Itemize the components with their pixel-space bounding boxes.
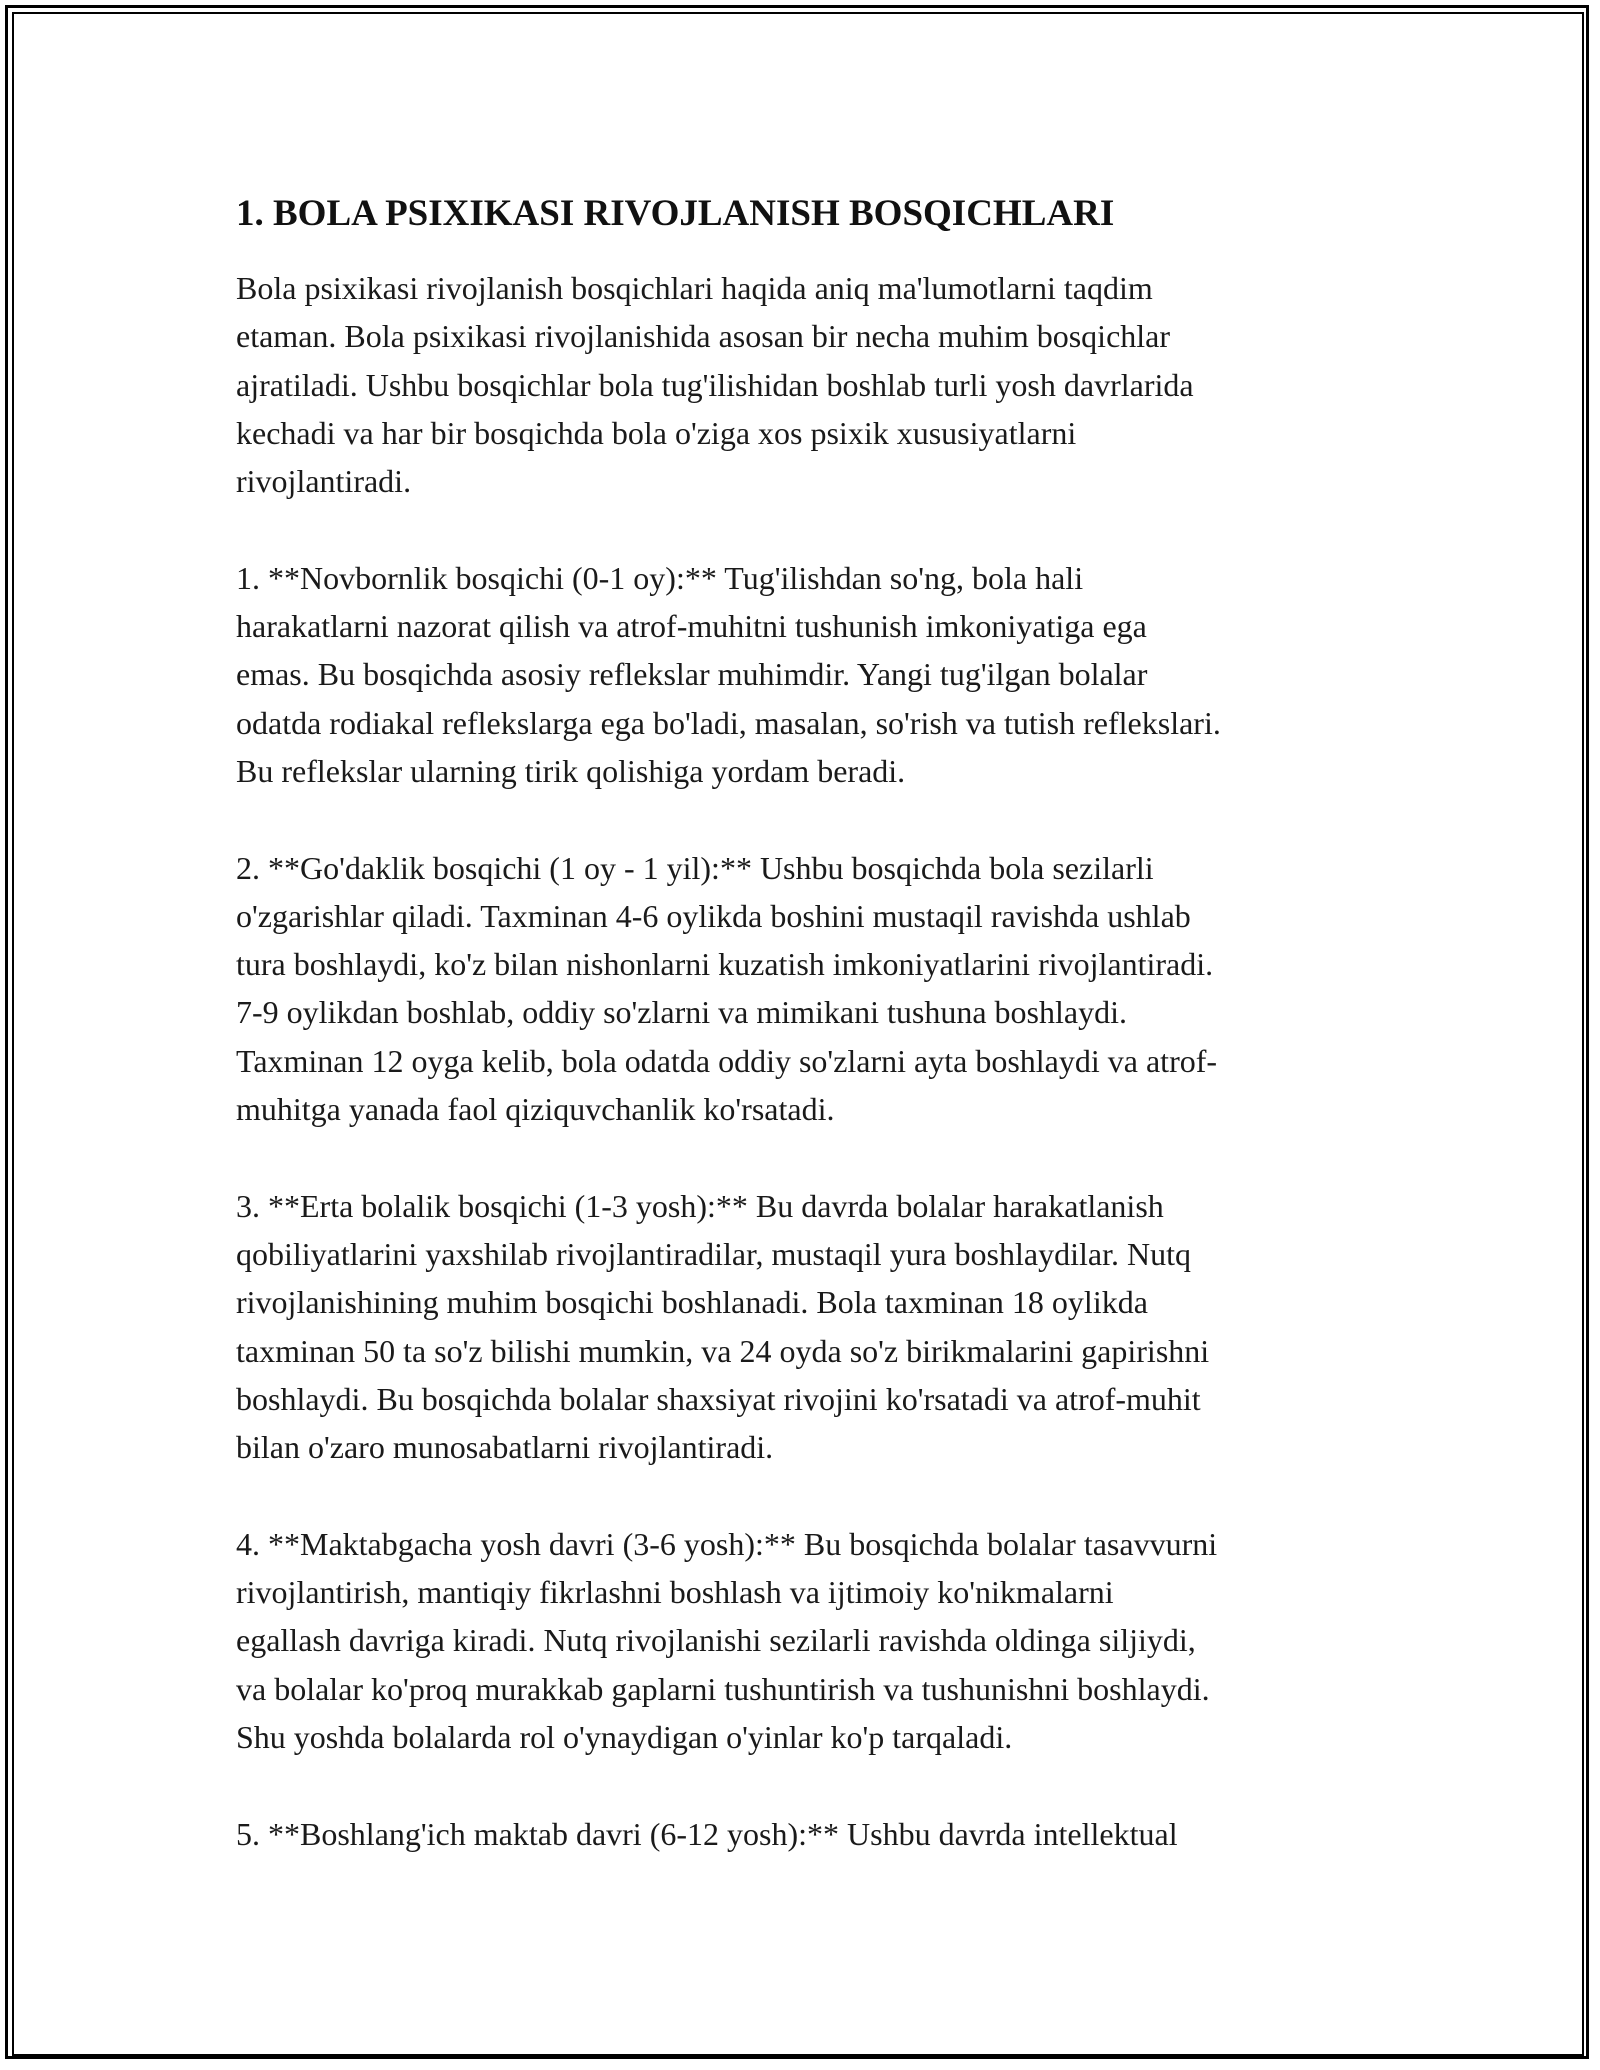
text-line: bilan o'zaro munosabatlarni rivojlantiradi. bbox=[236, 1429, 774, 1466]
paragraph-spacer bbox=[236, 1761, 1366, 1809]
text-line: 3. **Erta bolalik bosqichi (1-3 yosh):** Bu davrda bolalar harakatlanish bbox=[236, 1187, 1164, 1224]
paragraph-spacer bbox=[236, 1133, 1366, 1181]
text-line: kechadi va har bir bosqichda bola o'ziga xos psixik xususiyatlarni bbox=[236, 414, 1077, 451]
stage-paragraph-5 bbox=[236, 1810, 1366, 1858]
text-line: 1. **Novbornlik bosqichi (0-1 oy):** Tug'ilishdan so'ng, bola hali bbox=[236, 559, 1084, 596]
stage-paragraph-1 bbox=[236, 554, 1366, 795]
text-line: Shu yoshda bolalarda rol o'ynaydigan o'yinlar ko'p tarqaladi. bbox=[236, 1718, 1013, 1755]
text-line: odatda rodiakal reflekslarga ega bo'ladi, masalan, so'rish va tutish reflekslari. bbox=[236, 704, 1221, 741]
document-title: 1. BOLA PSIXIKASI RIVOJLANISH BOSQICHLARI bbox=[236, 193, 1115, 234]
text-line: va bolalar ko'proq murakkab gaplarni tushuntirish va tushunishni boshlaydi. bbox=[236, 1670, 1210, 1707]
text-line: 4. **Maktabgacha yosh davri (3-6 yosh):** Bu bosqichda bolalar tasavvurni bbox=[236, 1525, 1218, 1562]
text-line: 2. **Go'daklik bosqichi (1 oy - 1 yil):** Ushbu bosqichda bola sezilarli bbox=[236, 849, 1154, 886]
stage-paragraph-4 bbox=[236, 1520, 1366, 1761]
text-line: egallash davriga kiradi. Nutq rivojlanishi sezilarli ravishda oldinga siljiydi, bbox=[236, 1622, 1196, 1659]
text-line: o'zgarishlar qiladi. Taxminan 4-6 oylikda boshini mustaqil ravishda ushlab bbox=[236, 897, 1191, 934]
stage-paragraph-3 bbox=[236, 1182, 1366, 1472]
text-line: Bola psixikasi rivojlanish bosqichlari haqida aniq ma'lumotlarni taqdim bbox=[236, 270, 1153, 306]
paragraphs-container bbox=[236, 264, 1366, 1858]
text-line: 7-9 oylikdan boshlab, oddiy so'zlarni va mimikani tushuna boshlaydi. bbox=[236, 994, 1127, 1031]
text-line: boshlaydi. Bu bosqichda bolalar shaxsiyat rivojini ko'rsatadi va atrof-muhit bbox=[236, 1380, 1201, 1417]
text-line: ajratiladi. Ushbu bosqichlar bola tug'ilishidan boshlab turli yosh davrlarida bbox=[236, 366, 1194, 403]
text-line: rivojlanishining muhim bosqichi boshlanadi. Bola taxminan 18 oylikda bbox=[236, 1284, 1148, 1321]
text-line: Taxminan 12 oyga kelib, bola odatda oddiy so'zlarni ayta boshlaydi va atrof- bbox=[236, 1042, 1218, 1079]
intro-paragraph bbox=[236, 264, 1366, 505]
document-body bbox=[236, 186, 1366, 1858]
text-line: tura boshlaydi, ko'z bilan nishonlarni kuzatish imkoniyatlarini rivojlantiradi. bbox=[236, 946, 1214, 983]
paragraph-spacer bbox=[236, 1471, 1366, 1519]
paragraph-spacer bbox=[236, 795, 1366, 843]
text-line: rivojlantirish, mantiqiy fikrlashni boshlash va ijtimoiy ko'nikmalarni bbox=[236, 1574, 1114, 1611]
stage-paragraph-2 bbox=[236, 844, 1366, 1134]
text-line: muhitga yanada faol qiziquvchanlik ko'rsatadi. bbox=[236, 1091, 835, 1128]
text-line: rivojlantiradi. bbox=[236, 463, 412, 500]
text-line: etaman. Bola psixikasi rivojlanishida asosan bir necha muhim bosqichlar bbox=[236, 318, 1171, 355]
text-line: qobiliyatlarini yaxshilab rivojlantiradilar, mustaqil yura boshlaydilar. Nutq bbox=[236, 1235, 1191, 1272]
text-line: taxminan 50 ta so'z bilishi mumkin, va 24 oyda so'z birikmalarini gapirishni bbox=[236, 1332, 1210, 1369]
text-line: harakatlarni nazorat qilish va atrof-muhitni tushunish imkoniyatiga ega bbox=[236, 608, 1147, 645]
text-line: emas. Bu bosqichda asosiy reflekslar muhimdir. Yangi tug'ilgan bolalar bbox=[236, 656, 1148, 693]
paragraph-spacer bbox=[236, 505, 1366, 553]
text-line: 5. **Boshlang'ich maktab davri (6-12 yosh):** Ushbu davrda intellektual bbox=[236, 1815, 1178, 1852]
text-line: Bu reflekslar ularning tirik qolishiga yordam beradi. bbox=[236, 752, 906, 789]
